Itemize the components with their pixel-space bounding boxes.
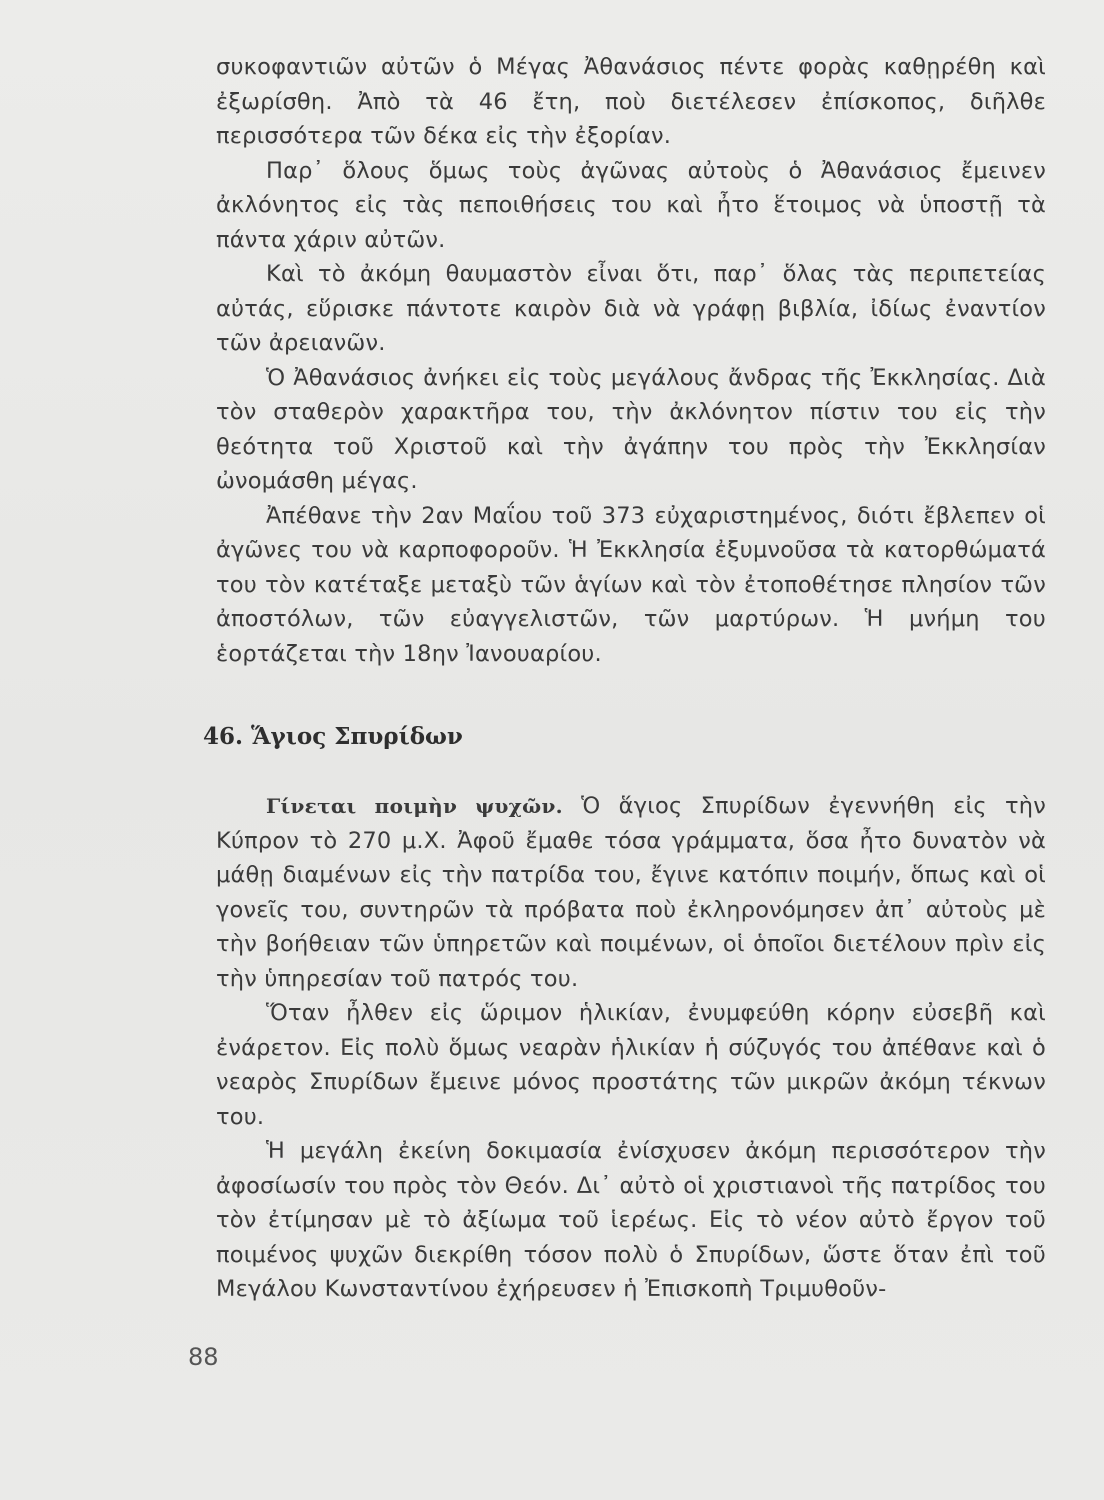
text-block-section bbox=[216, 789, 1046, 1307]
section-paragraph-1 bbox=[216, 789, 1046, 996]
paragraph-1: συκοφαντιῶν αὐτῶν ὁ Μέγας Ἀθανάσιος πέντε φορὰς καθῃρέθη καὶ ἐξωρίσθη. Ἀπὸ τὰ 46 ἔτη, ποὺ διετέλεσεν ἐπίσκοπος, διῆλθε περισσότερα τῶν δέκα εἰς τὴν ἐξορίαν. bbox=[216, 54, 1046, 149]
section-paragraph-2: Ὅταν ἦλθεν εἰς ὥριμον ἡλικίαν, ἐνυμφεύθη κόρην εὐσεβῆ καὶ ἐνάρετον. Εἰς πολὺ ὅμως νεαρὰν ἡλικίαν ἡ σύζυγός του ἀπέθανε καὶ ὁ νεαρὸς Σπυρίδων ἔμεινε μόνος προστάτης τῶν μικρῶν ἀκόμη τέκνων του. bbox=[216, 1000, 1046, 1130]
paragraph-3: Καὶ τὸ ἀκόμη θαυμαστὸν εἶναι ὅτι, παρ᾽ ὅλας τὰς περιπετείας αὐτάς, εὕρισκε πάντοτε καιρὸν διὰ νὰ γράφῃ βιβλία, ἰδίως ἐναντίον τῶν ἀρειανῶν. bbox=[216, 261, 1046, 356]
section-runin-title: Γίνεται ποιμὴν ψυχῶν. bbox=[266, 794, 563, 818]
section-paragraph-3: Ἡ μεγάλη ἐκείνη δοκιμασία ἐνίσχυσεν ἀκόμη περισσότερον τὴν ἀφοσίωσίν του πρὸς τὸν Θεόν. Δι᾽ αὐτὸ οἱ χριστιανοὶ τῆς πατρίδος του τὸν ἐτίμησαν μὲ τὸ ἀξίωμα τοῦ ἱερέως. Εἰς τὸ νέον αὐτὸ ἔργον τοῦ ποιμένος ψυχῶν διεκρίθη τόσον πολὺ ὁ Σπυρίδων, ὥστε ὅταν ἐπὶ τοῦ Μεγάλου Κωνσταντίνου ἐχήρευσεν ἡ Ἐπισκοπὴ Τριμυθοῦν- bbox=[216, 1138, 1046, 1302]
paragraph-4: Ὁ Ἀθανάσιος ἀνήκει εἰς τοὺς μεγάλους ἄνδρας τῆς Ἐκκλησίας. Διὰ τὸν σταθερὸν χαρακτῆρα του, τὴν ἀκλόνητον πίστιν του εἰς τὴν θεότητα τοῦ Χριστοῦ καὶ τὴν ἀγάπην του πρὸς τὴν Ἐκκλησίαν ὠνομάσθη μέγας. bbox=[216, 364, 1046, 494]
paragraph-5: Ἀπέθανε τὴν 2αν Μαΐου τοῦ 373 εὐχαριστημένος, διότι ἔβλεπεν οἱ ἀγῶνες του νὰ καρποφοροῦν. Ἡ Ἐκκλησία ἐξυμνοῦσα τὰ κατορθώματά του τὸν κατέταξε μεταξὺ τῶν ἁγίων καὶ τὸν ἐτοποθέτησε πλησίον τῶν ἀποστόλων, τῶν εὐαγγελιστῶν, τῶν μαρτύρων. Ἡ μνήμη του ἑορτάζεται τὴν 18ην Ἰανουαρίου. bbox=[216, 502, 1046, 667]
section-heading: 46. Ἅγιος Σπυρίδων bbox=[203, 723, 463, 750]
paragraph-2: Παρ᾽ ὅλους ὅμως τοὺς ἀγῶνας αὐτοὺς ὁ Ἀθανάσιος ἔμεινεν ἀκλόνητος εἰς τὰς πεποιθήσεις του καὶ ἦτο ἕτοιμος νὰ ὑποστῇ τὰ πάντα χάριν αὐτῶν. bbox=[216, 157, 1046, 253]
text-block-top bbox=[216, 50, 1046, 671]
page-number: 88 bbox=[188, 1343, 219, 1371]
section-paragraph-1-text: Ὁ ἅγιος Σπυρίδων ἐγεννήθη εἰς τὴν Κύπρον τὸ 270 μ.Χ. Ἀφοῦ ἔμαθε τόσα γράμματα, ὅσα ἦτο δυνατὸν νὰ μάθῃ διαμένων εἰς τὴν πατρίδα του, ἔγινε κατόπιν ποιμήν, ὅπως καὶ οἱ γονεῖς του, συντηρῶν τὰ πρόβατα ποὺ ἐκληρονόμησεν ἀπ᾽ αὐτοὺς μὲ τὴν βοήθειαν τῶν ὑπηρετῶν καὶ ποιμένων, οἱ ὁποῖοι διετέλουν πρὶν εἰς τὴν ὑπηρεσίαν τοῦ πατρός του. bbox=[216, 793, 1047, 992]
